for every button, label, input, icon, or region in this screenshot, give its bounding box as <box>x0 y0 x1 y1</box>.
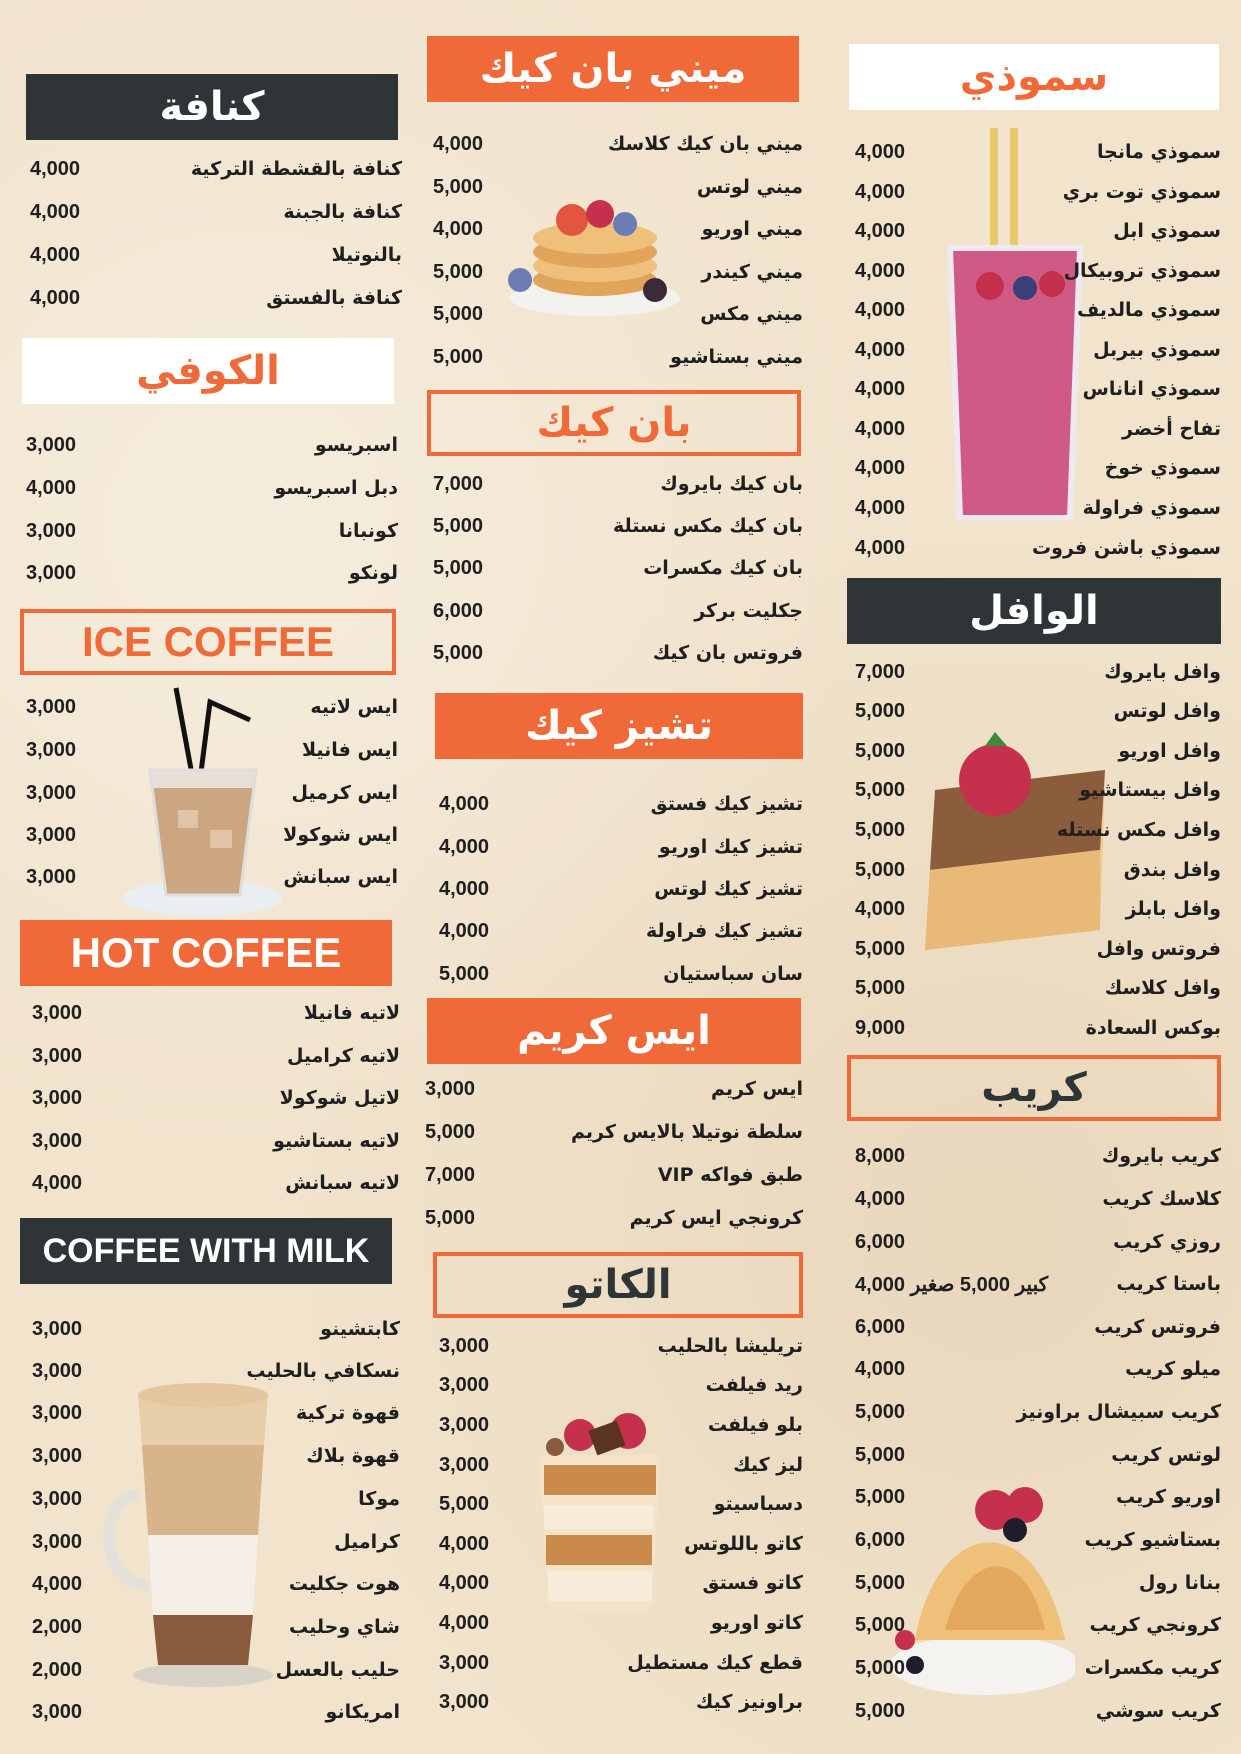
menu-item: كراميل 3,000 <box>32 1530 400 1553</box>
menu-item: سموذي تروبيكال 4,000 <box>855 259 1221 282</box>
menu-item: لاتيه بستاشيو 3,000 <box>32 1129 400 1152</box>
section-title-hot-coffee: HOT COFFEE <box>20 920 392 986</box>
menu-item: كلاسك كريب 4,000 <box>855 1187 1221 1210</box>
menu-item: وافل بابلز 4,000 <box>855 897 1221 920</box>
menu-item: سموذي مالديف 4,000 <box>855 298 1221 321</box>
menu-item: وافل بيستاشيو 5,000 <box>855 778 1221 801</box>
menu-item: تشيز كيك فستق 4,000 <box>439 792 803 815</box>
menu-item: نسكافي بالحليب 3,000 <box>32 1359 400 1382</box>
menu-item: ميني اوريو 4,000 <box>433 217 803 240</box>
menu-item: براونيز كيك 3,000 <box>439 1690 803 1713</box>
menu-item: سان سباستيان 5,000 <box>439 962 803 985</box>
menu-item: كنافة بالقشطة التركية 4,000 <box>30 157 402 180</box>
menu-item: بوكس السعادة 9,000 <box>855 1016 1221 1039</box>
menu-item: هوت جكليت 4,000 <box>32 1572 400 1595</box>
section-title-pancake: بان كيك <box>427 390 801 456</box>
section-title-ice-coffee: ICE COFFEE <box>20 609 396 675</box>
menu-item: اسبريسو 3,000 <box>26 433 398 456</box>
menu-item: لاتيل شوكولا 3,000 <box>32 1086 400 1109</box>
menu-item: تشيز كيك فراولة 4,000 <box>439 919 803 942</box>
menu-item: كريب بايروك 8,000 <box>855 1144 1221 1167</box>
menu-item: كاتو باللوتس 4,000 <box>439 1532 803 1555</box>
section-title-waffle: الوافل <box>847 578 1221 644</box>
menu-item: لونكو 3,000 <box>26 561 398 584</box>
menu-item: كونبانا 3,000 <box>26 519 398 542</box>
menu-item: كاتو اوريو 4,000 <box>439 1611 803 1634</box>
section-title-ice-cream: ايس كريم <box>427 998 801 1064</box>
menu-item: شاي وحليب 2,000 <box>32 1615 400 1638</box>
menu-item: طبق فواكه VIP 7,000 <box>425 1163 803 1186</box>
menu-item: سموذي باشن فروت 4,000 <box>855 536 1221 559</box>
section-title-coffee-with-milk: COFFEE WITH MILK <box>20 1218 392 1284</box>
menu-item: ليز كيك 3,000 <box>439 1453 803 1476</box>
menu-item: ميني مكس 5,000 <box>433 302 803 325</box>
menu-item: كرونجي كريب 5,000 <box>855 1613 1221 1636</box>
menu-item: تشيز كيك لوتس 4,000 <box>439 877 803 900</box>
menu-item: كريب سوشي 5,000 <box>855 1699 1221 1722</box>
menu-item: كريب مكسرات 5,000 <box>855 1656 1221 1679</box>
menu-item: امريكانو 3,000 <box>32 1700 400 1723</box>
menu-item: تشيز كيك اوريو 4,000 <box>439 835 803 858</box>
menu-item: ميلو كريب 4,000 <box>855 1357 1221 1380</box>
menu-item: وافل بايروك 7,000 <box>855 660 1221 683</box>
section-title-kunafa: كنافة <box>26 74 398 140</box>
section-title-crepe: كريب <box>847 1055 1221 1121</box>
menu-item: فروتس كريب 6,000 <box>855 1315 1221 1338</box>
menu-item: وافل مكس نستله 5,000 <box>855 818 1221 841</box>
menu-item: سموذي بيربل 4,000 <box>855 338 1221 361</box>
menu-item: روزي كريب 6,000 <box>855 1230 1221 1253</box>
menu-item: لاتيه كراميل 3,000 <box>32 1044 400 1067</box>
menu-item: كريب سبيشال براونيز 5,000 <box>855 1400 1221 1423</box>
menu-item: سموذي توت بري 4,000 <box>855 180 1221 203</box>
menu-item: ايس شوكولا 3,000 <box>26 823 398 846</box>
menu-item: سموذي خوخ 4,000 <box>855 456 1221 479</box>
menu-item: ميني بان كيك كلاسك 4,000 <box>433 132 803 155</box>
menu-item: سموذي ابل 4,000 <box>855 219 1221 242</box>
menu-item: ميني بستاشيو 5,000 <box>433 345 803 368</box>
menu-item: وافل اوريو 5,000 <box>855 739 1221 762</box>
menu-item: كنافة بالجبنة 4,000 <box>30 200 402 223</box>
menu-item: اوريو كريب 5,000 <box>855 1485 1221 1508</box>
menu-item: لاتيه سبانش 4,000 <box>32 1171 400 1194</box>
menu-item: موكا 3,000 <box>32 1487 400 1510</box>
menu-item: سلطة نوتيلا بالايس كريم 5,000 <box>425 1120 803 1143</box>
menu-item: ايس فانيلا 3,000 <box>26 738 398 761</box>
menu-item: قطع كيك مستطيل 3,000 <box>439 1651 803 1674</box>
menu-item: بستاشيو كريب 6,000 <box>855 1528 1221 1551</box>
menu-item: دبل اسبريسو 4,000 <box>26 476 398 499</box>
menu-item: بالنوتيلا 4,000 <box>30 243 402 266</box>
menu-item: ميني كيندر 5,000 <box>433 260 803 283</box>
menu-item: حليب بالعسل 2,000 <box>32 1658 400 1681</box>
menu-item: جكليت بركر 6,000 <box>433 599 803 622</box>
menu-item: ميني لوتس 5,000 <box>433 175 803 198</box>
menu-item: كابتشينو 3,000 <box>32 1317 400 1340</box>
menu-item: سموذي اناناس 4,000 <box>855 377 1221 400</box>
menu-item: دسباسيتو 5,000 <box>439 1492 803 1515</box>
menu-item: بلو فيلفت 3,000 <box>439 1413 803 1436</box>
menu-item: بنانا رول 5,000 <box>855 1571 1221 1594</box>
section-title-coffee: الكوفي <box>22 338 394 404</box>
menu-item: باستا كريب كبير 5,000 صغير 4,000 <box>855 1273 1221 1296</box>
menu-item: فروتس بان كيك 5,000 <box>433 641 803 664</box>
section-title-gateau: الكاتو <box>433 1252 803 1318</box>
section-title-mini-pancake: ميني بان كيك <box>427 36 799 102</box>
menu-item: ايس كريم 3,000 <box>425 1077 803 1100</box>
menu-item: قهوة بلاك 3,000 <box>32 1444 400 1467</box>
menu-item: بان كيك بايروك 7,000 <box>433 472 803 495</box>
menu-item: فروتس وافل 5,000 <box>855 937 1221 960</box>
menu-item: وافل بندق 5,000 <box>855 858 1221 881</box>
section-title-cheesecake: تشيز كيك <box>435 693 803 759</box>
menu-item: بان كيك مكسرات 5,000 <box>433 556 803 579</box>
menu-item: سموذي فراولة 4,000 <box>855 496 1221 519</box>
menu-item: لاتيه فانيلا 3,000 <box>32 1001 400 1024</box>
menu-item: قهوة تركية 3,000 <box>32 1401 400 1424</box>
menu-item: وافل كلاسك 5,000 <box>855 976 1221 999</box>
menu-item: تفاح أخضر 4,000 <box>855 417 1221 440</box>
menu-item: بان كيك مكس نستلة 5,000 <box>433 514 803 537</box>
menu-item: وافل لوتس 5,000 <box>855 699 1221 722</box>
menu-item: كرونجي ايس كريم 5,000 <box>425 1206 803 1229</box>
menu-item: كنافة بالفستق 4,000 <box>30 286 402 309</box>
menu-item: ايس كرميل 3,000 <box>26 781 398 804</box>
menu-item: لوتس كريب 5,000 <box>855 1443 1221 1466</box>
menu-item: سموذي مانجا 4,000 <box>855 140 1221 163</box>
menu-item: كاتو فستق 4,000 <box>439 1571 803 1594</box>
menu-item: تريليشا بالحليب 3,000 <box>439 1334 803 1357</box>
menu-item: ريد فيلفت 3,000 <box>439 1373 803 1396</box>
menu-item: ايس سبانش 3,000 <box>26 865 398 888</box>
section-title-smoothie: سموذي <box>849 44 1219 110</box>
menu-item: ايس لاتيه 3,000 <box>26 695 398 718</box>
